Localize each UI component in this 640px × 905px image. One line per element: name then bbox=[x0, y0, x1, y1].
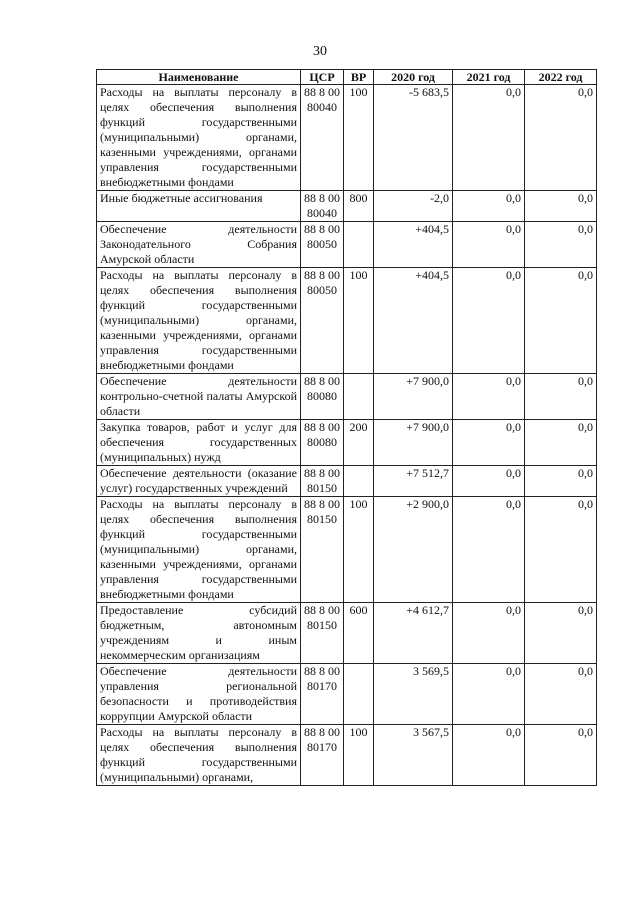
row-vr: 200 bbox=[344, 420, 374, 466]
row-csr: 88 8 00 80040 bbox=[301, 85, 344, 191]
row-name: Обеспечение деятельности управления региональной безопасности и противодействия коррупции Амурской области bbox=[97, 664, 301, 725]
row-2022: 0,0 bbox=[525, 420, 597, 466]
row-vr bbox=[344, 664, 374, 725]
row-2022: 0,0 bbox=[525, 497, 597, 603]
header-2020: 2020 год bbox=[374, 70, 453, 85]
header-csr: ЦСР bbox=[301, 70, 344, 85]
header-2021: 2021 год bbox=[453, 70, 525, 85]
table-row bbox=[97, 497, 597, 603]
row-csr: 88 8 00 80080 bbox=[301, 374, 344, 420]
header-name: Наименование bbox=[97, 70, 301, 85]
row-2020: +4 612,7 bbox=[374, 603, 453, 664]
table-row bbox=[97, 268, 597, 374]
row-vr: 100 bbox=[344, 85, 374, 191]
row-vr: 600 bbox=[344, 603, 374, 664]
row-vr: 100 bbox=[344, 725, 374, 786]
row-2022: 0,0 bbox=[525, 268, 597, 374]
row-vr bbox=[344, 222, 374, 268]
row-name: Обеспечение деятельности (оказание услуг) государственных учреждений bbox=[97, 466, 301, 497]
row-csr: 88 8 00 80170 bbox=[301, 725, 344, 786]
row-csr: 88 8 00 80150 bbox=[301, 497, 344, 603]
row-2021: 0,0 bbox=[453, 374, 525, 420]
row-2020: +7 900,0 bbox=[374, 420, 453, 466]
row-2022: 0,0 bbox=[525, 664, 597, 725]
row-vr bbox=[344, 374, 374, 420]
row-2020: -5 683,5 bbox=[374, 85, 453, 191]
row-csr: 88 8 00 80170 bbox=[301, 664, 344, 725]
row-2021: 0,0 bbox=[453, 268, 525, 374]
row-2022: 0,0 bbox=[525, 466, 597, 497]
row-2020: -2,0 bbox=[374, 191, 453, 222]
row-csr: 88 8 00 80050 bbox=[301, 222, 344, 268]
table-row bbox=[97, 420, 597, 466]
row-csr: 88 8 00 80150 bbox=[301, 603, 344, 664]
row-csr: 88 8 00 80050 bbox=[301, 268, 344, 374]
row-2021: 0,0 bbox=[453, 603, 525, 664]
row-2021: 0,0 bbox=[453, 725, 525, 786]
row-2020: +7 512,7 bbox=[374, 466, 453, 497]
table-row bbox=[97, 725, 597, 786]
row-name: Расходы на выплаты персоналу в целях обеспечения выполнения функций государственными (муниципальными) органами, казенными учреждениями, органами управления государственными внебюджетными фондами bbox=[97, 268, 301, 374]
row-csr: 88 8 00 80040 bbox=[301, 191, 344, 222]
row-2020: +404,5 bbox=[374, 268, 453, 374]
row-2020: +7 900,0 bbox=[374, 374, 453, 420]
table-body bbox=[97, 85, 597, 786]
row-2022: 0,0 bbox=[525, 374, 597, 420]
page-number: 30 bbox=[313, 44, 327, 59]
row-name: Расходы на выплаты персоналу в целях обеспечения выполнения функций государственными (муниципальными) органами, bbox=[97, 725, 301, 786]
row-2022: 0,0 bbox=[525, 191, 597, 222]
table-row bbox=[97, 466, 597, 497]
table-row bbox=[97, 222, 597, 268]
row-2022: 0,0 bbox=[525, 603, 597, 664]
row-name: Предоставление субсидий бюджетным, автономным учреждениям и иным некоммерческим организациям bbox=[97, 603, 301, 664]
row-2020: 3 569,5 bbox=[374, 664, 453, 725]
row-vr: 100 bbox=[344, 268, 374, 374]
row-name: Обеспечение деятельности контрольно-счетной палаты Амурской области bbox=[97, 374, 301, 420]
table-row bbox=[97, 191, 597, 222]
row-2022: 0,0 bbox=[525, 725, 597, 786]
row-vr bbox=[344, 466, 374, 497]
row-name: Закупка товаров, работ и услуг для обеспечения государственных (муниципальных) нужд bbox=[97, 420, 301, 466]
budget-table bbox=[96, 69, 597, 786]
row-vr: 100 bbox=[344, 497, 374, 603]
row-csr: 88 8 00 80150 bbox=[301, 466, 344, 497]
row-vr: 800 bbox=[344, 191, 374, 222]
table-row bbox=[97, 603, 597, 664]
row-name: Расходы на выплаты персоналу в целях обеспечения выполнения функций государственными (муниципальными) органами, казенными учреждениями, органами управления государственными внебюджетными фондами bbox=[97, 85, 301, 191]
header-2022: 2022 год bbox=[525, 70, 597, 85]
row-2021: 0,0 bbox=[453, 222, 525, 268]
row-2022: 0,0 bbox=[525, 85, 597, 191]
row-csr: 88 8 00 80080 bbox=[301, 420, 344, 466]
row-2021: 0,0 bbox=[453, 466, 525, 497]
row-2021: 0,0 bbox=[453, 191, 525, 222]
table-header-row bbox=[97, 70, 597, 85]
row-2021: 0,0 bbox=[453, 85, 525, 191]
table-row bbox=[97, 374, 597, 420]
row-name: Расходы на выплаты персоналу в целях обеспечения выполнения функций государственными (муниципальными) органами, казенными учреждениями, органами управления государственными внебюджетными фондами bbox=[97, 497, 301, 603]
row-2021: 0,0 bbox=[453, 497, 525, 603]
row-2021: 0,0 bbox=[453, 664, 525, 725]
header-vr: ВР bbox=[344, 70, 374, 85]
row-2020: +404,5 bbox=[374, 222, 453, 268]
table-row bbox=[97, 664, 597, 725]
row-2021: 0,0 bbox=[453, 420, 525, 466]
table-row bbox=[97, 85, 597, 191]
row-2022: 0,0 bbox=[525, 222, 597, 268]
row-name: Иные бюджетные ассигнования bbox=[97, 191, 301, 222]
row-2020: +2 900,0 bbox=[374, 497, 453, 603]
row-name: Обеспечение деятельности Законодательного Собрания Амурской области bbox=[97, 222, 301, 268]
row-2020: 3 567,5 bbox=[374, 725, 453, 786]
